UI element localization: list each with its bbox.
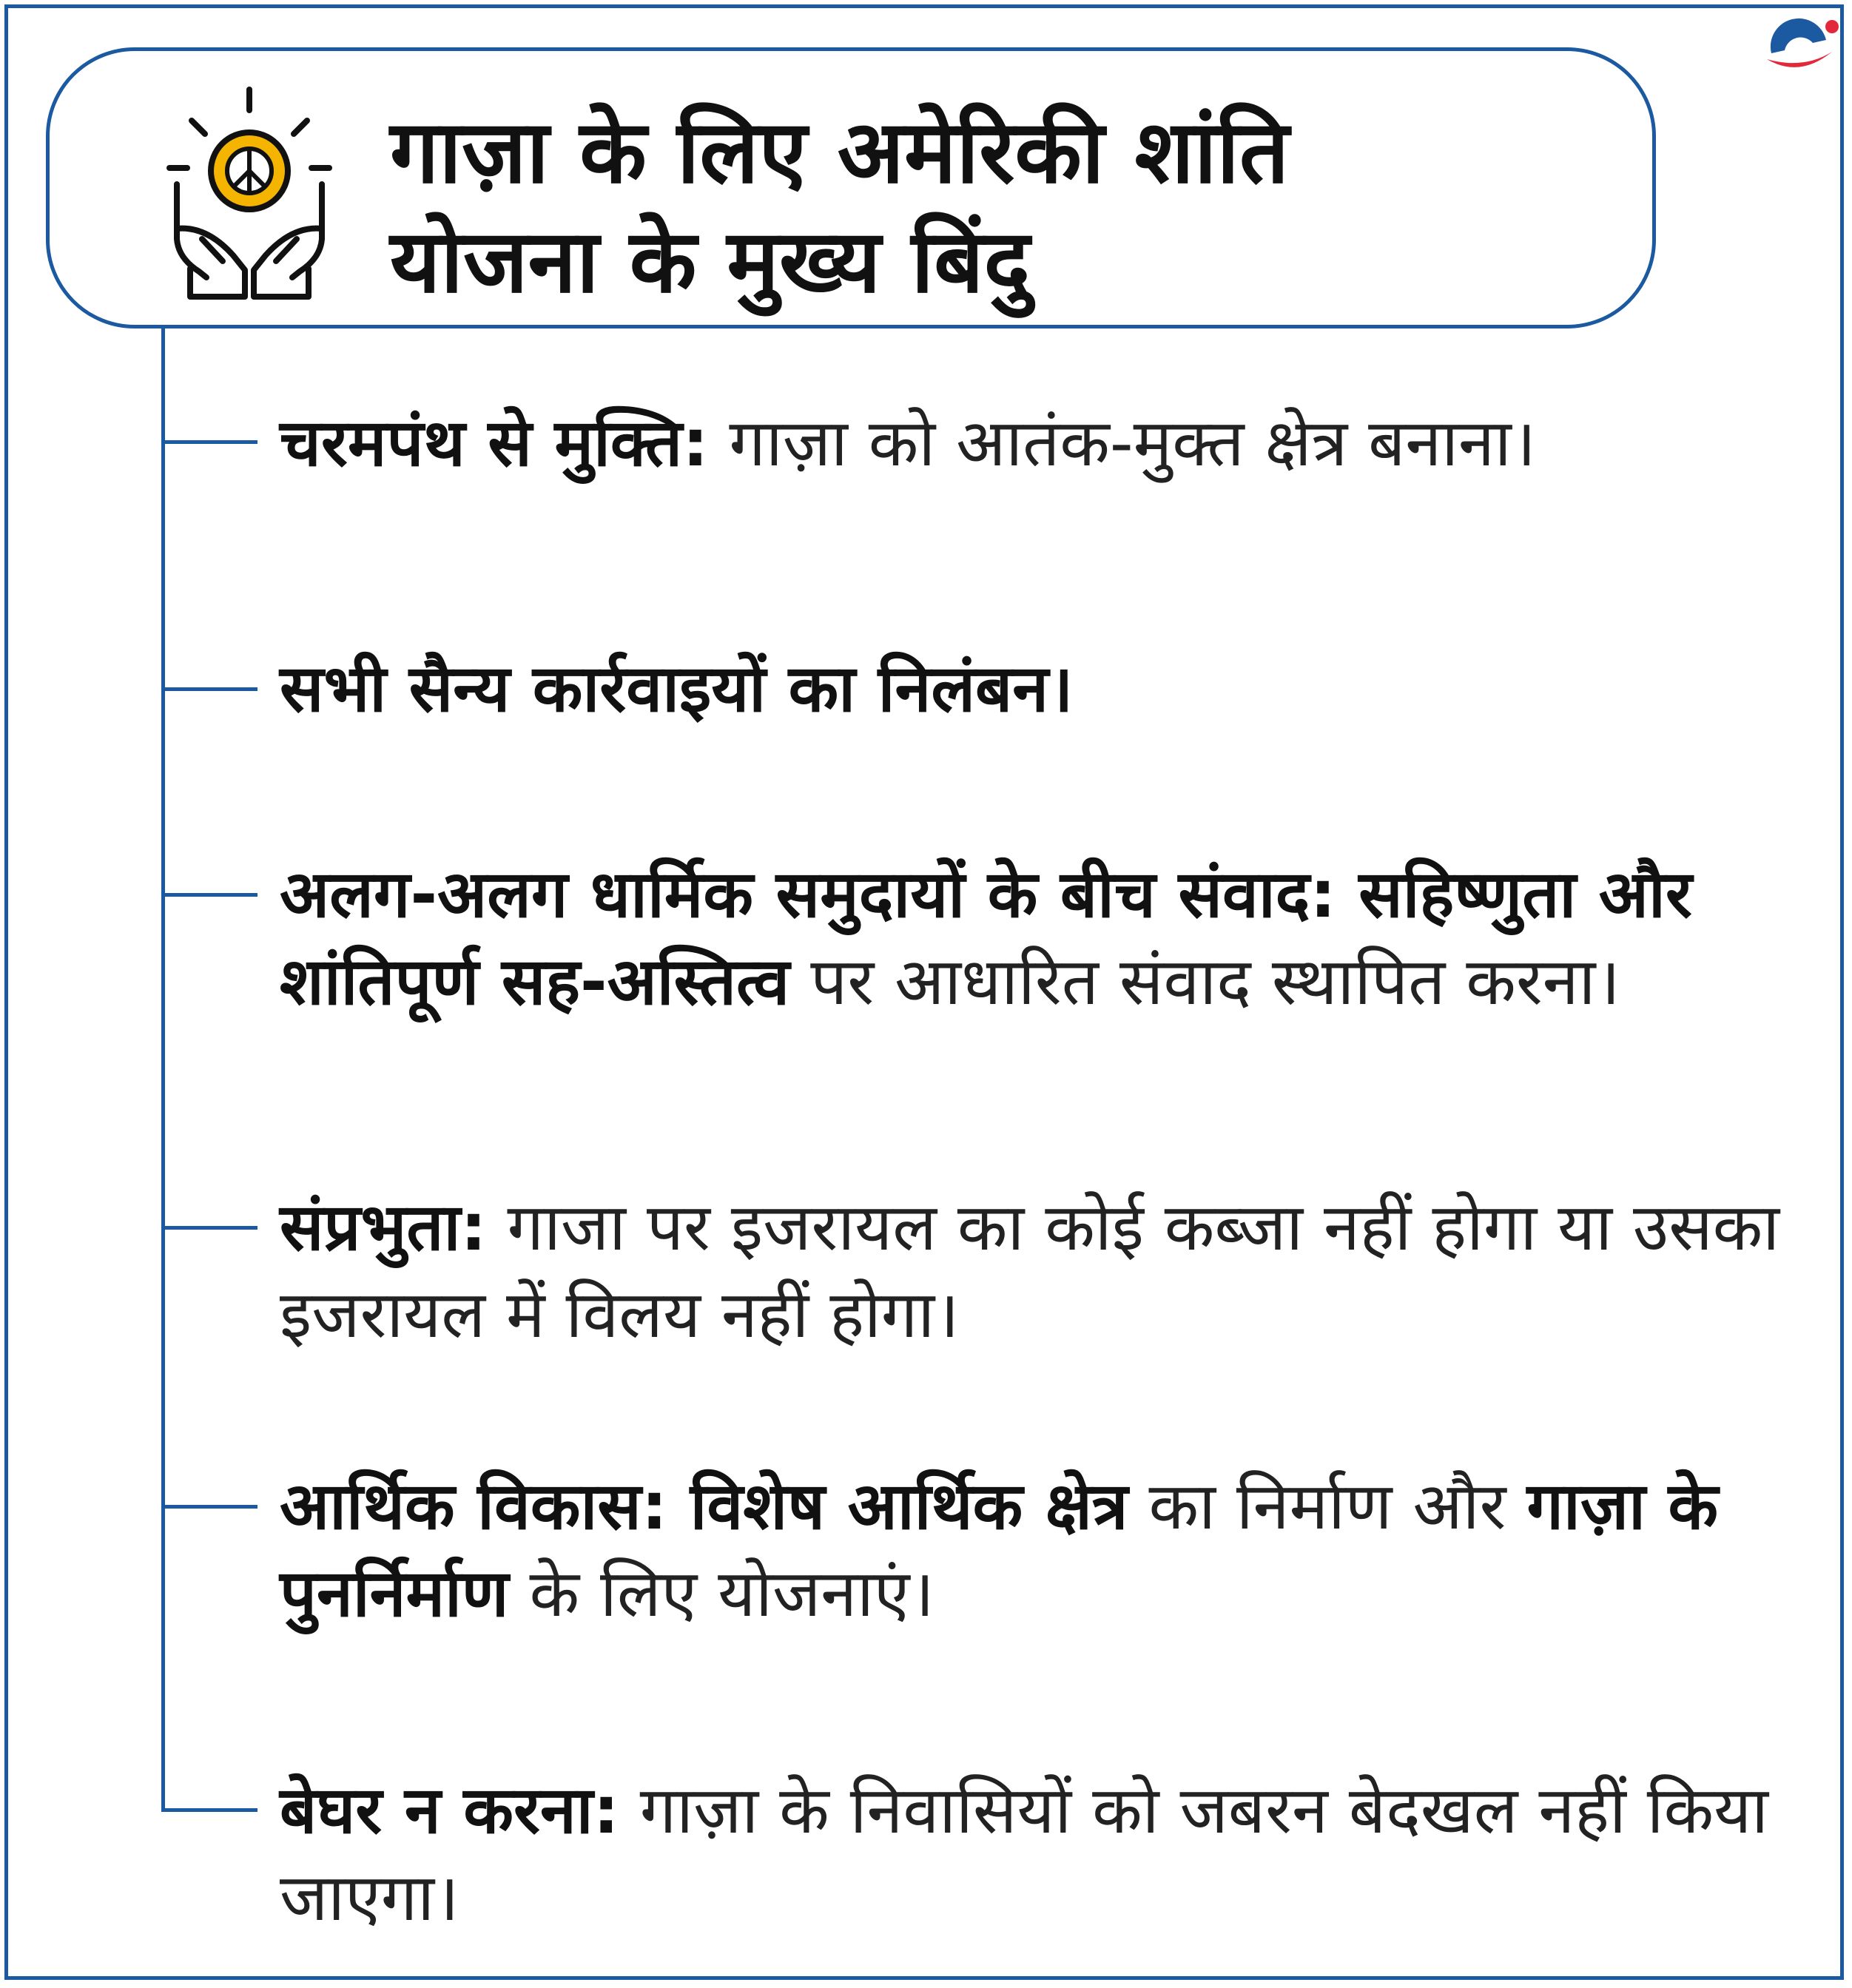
point-text: का निर्माण और (1128, 1468, 1527, 1544)
peace-hands-icon (161, 81, 338, 303)
title-line-1: गाज़ा के लिए अमेरिकी शांति (390, 101, 1290, 203)
point-heading: आर्थिक विकास: विशेष आर्थिक क्षेत्र (280, 1468, 1128, 1544)
point-text-secondary: के लिए योजनाएं। (508, 1555, 935, 1631)
branch-line (161, 687, 257, 691)
point-heading: अलग-अलग धार्मिक समुदायों के बीच संवाद: सहिष्णुता और शांतिपूर्ण सह-अस्तित्व (280, 856, 1692, 1020)
point-text: पर आधारित संवाद स्थापित करना। (789, 943, 1620, 1020)
title-line-2: योजना के मुख्य बिंदु (390, 210, 1031, 312)
branch-line (161, 1505, 257, 1509)
point-heading: चरमपंथ से मुक्ति: (280, 405, 709, 481)
point-text: गाज़ा को आतंक-मुक्त क्षेत्र बनाना। (708, 405, 1537, 481)
point-heading-secondary: गाज़ा के पुनर्निर्माण (280, 1468, 1719, 1631)
point-heading: सभी सैन्य कार्रवाइयों का निलंबन। (280, 650, 1074, 727)
list-item (280, 851, 1819, 1025)
point-heading: संप्रभुता: (280, 1189, 487, 1265)
point-text: गाज़ा के निवासियों को जबरन बेदखल नहीं किया जाएगा। (280, 1772, 1768, 1935)
branch-line (161, 893, 257, 897)
branch-line (161, 440, 257, 444)
point-text: गाजा पर इजरायल का कोई कब्जा नहीं होगा या उसका इजरायल में विलय नहीं होगा। (280, 1189, 1780, 1352)
list-item (280, 1463, 1819, 1637)
point-heading: बेघर न करना: (280, 1772, 619, 1848)
list-item (280, 400, 1819, 487)
brand-logo (1755, 7, 1844, 89)
tree-trunk-line (161, 328, 165, 1812)
branch-line (161, 1808, 257, 1812)
list-item (280, 1767, 1819, 1941)
branch-line (161, 1226, 257, 1230)
title-box (46, 47, 1656, 328)
list-item (280, 645, 1819, 732)
page-title (390, 97, 1633, 316)
list-item (280, 1184, 1819, 1358)
